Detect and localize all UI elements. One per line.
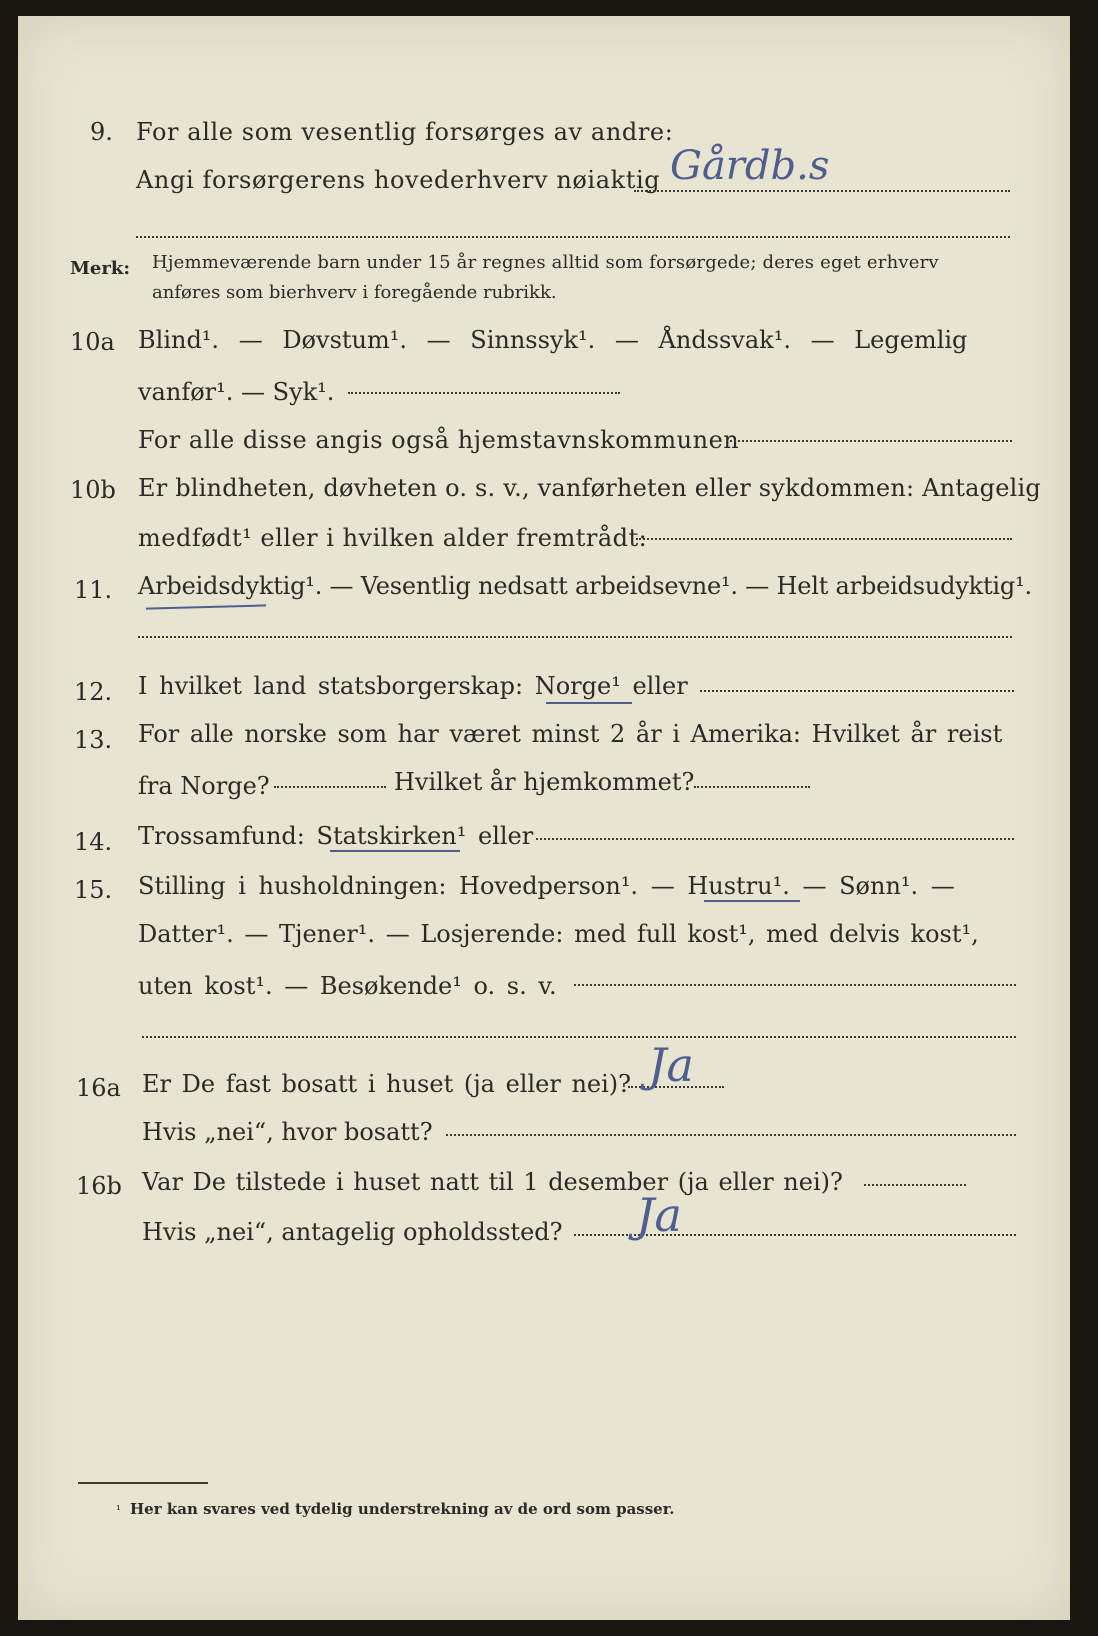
- question-9-line2: Angi forsørgerens hovederhverv nøiaktig: [136, 166, 661, 194]
- question-13-year-returned-fill: [694, 786, 810, 788]
- footnote-mark: ¹: [116, 1503, 121, 1517]
- question-16a-number: 16a: [76, 1074, 121, 1102]
- question-16a-line2: Hvis „nei“, hvor bosatt?: [142, 1118, 433, 1146]
- question-10a-line1: Blind¹. — Døvstum¹. — Sinnssyk¹. — Åndssvak¹. — Legemlig: [138, 326, 968, 354]
- question-16a-handwritten-answer: Ja: [648, 1038, 694, 1092]
- question-14-line1: Trossamfund: Statskirken¹ eller: [138, 822, 534, 850]
- question-13-line1: For alle norske som har været minst 2 år i Amerika: Hvilket år reist: [138, 720, 1003, 748]
- question-16a-line2-fill: [446, 1134, 1016, 1136]
- footnote-text: Her kan svares ved tydelig understrekning av de ord som passer.: [130, 1500, 675, 1518]
- question-15-underline-mark: [704, 900, 800, 902]
- question-15-line1: Stilling i husholdningen: Hovedperson¹. — Hustru¹. — Sønn¹. —: [138, 872, 955, 900]
- question-13-line2a: fra Norge?: [138, 772, 270, 800]
- question-12-line1: I hvilket land statsborgerskap: Norge¹ eller: [138, 672, 688, 700]
- note-label: Merk:: [70, 258, 130, 279]
- question-15-line3: uten kost¹. — Besøkende¹ o. s. v.: [138, 972, 557, 1000]
- note-line1: Hjemmeværende barn under 15 år regnes alltid som forsørgede; deres eget erhverv: [152, 252, 939, 273]
- question-15-line3-fill: [574, 984, 1016, 986]
- question-11-number: 11.: [74, 576, 113, 604]
- question-10b-number: 10b: [70, 476, 116, 504]
- question-12-fill: [700, 690, 1014, 692]
- census-form-page: [18, 16, 1070, 1620]
- question-14-fill: [536, 838, 1014, 840]
- question-10a-number: 10a: [70, 328, 115, 356]
- question-12-underline-mark: [546, 702, 632, 704]
- question-9-handwritten-answer: Gårdb.s: [670, 143, 830, 189]
- question-14-underline-mark: [330, 850, 460, 852]
- question-15-number: 15.: [74, 876, 113, 904]
- question-11-extra-line: [138, 636, 1012, 638]
- question-10b-line1: Er blindheten, døvheten o. s. v., vanførheten eller sykdommen: Antagelig: [138, 474, 1041, 502]
- question-16b-number: 16b: [76, 1172, 122, 1200]
- question-10a-line3: For alle disse angis også hjemstavnskommunen: [138, 426, 740, 454]
- question-10a-line3-fill: [730, 440, 1012, 442]
- question-13-year-left-fill: [274, 786, 386, 788]
- question-9-answer-line: [634, 190, 1010, 192]
- question-12-number: 12.: [74, 678, 113, 706]
- question-13-number: 13.: [74, 726, 113, 754]
- footnote-rule: [78, 1482, 208, 1484]
- question-10a-line2-fill: [348, 392, 620, 394]
- question-9-extra-line: [136, 236, 1010, 238]
- question-11-underline-mark: [146, 604, 266, 609]
- question-9-line1: For alle som vesentlig forsørges av andre:: [136, 118, 674, 146]
- question-16b-handwritten-answer: Ja: [636, 1188, 682, 1242]
- question-15-extra-line: [142, 1036, 1016, 1038]
- question-9-number: 9.: [90, 118, 113, 146]
- question-16a-line1: Er De fast bosatt i huset (ja eller nei)?: [142, 1070, 632, 1098]
- question-10b-line2-fill: [636, 538, 1012, 540]
- question-10b-line2: medfødt¹ eller i hvilken alder fremtrådt:: [138, 524, 648, 552]
- question-16b-line2: Hvis „nei“, antagelig opholdssted?: [142, 1218, 563, 1246]
- question-15-line2: Datter¹. — Tjener¹. — Losjerende: med full kost¹, med delvis kost¹,: [138, 920, 979, 948]
- question-14-number: 14.: [74, 828, 113, 856]
- question-10a-line2: vanfør¹. — Syk¹.: [138, 378, 335, 406]
- question-11-line1: Arbeidsdyktig¹. — Vesentlig nedsatt arbeidsevne¹. — Helt arbeidsudyktig¹.: [138, 572, 1032, 600]
- note-line2: anføres som bierhverv i foregående rubrikk.: [152, 282, 557, 303]
- question-16b-line1-fill: [864, 1184, 966, 1186]
- question-16b-line1: Var De tilstede i huset natt til 1 desember (ja eller nei)?: [142, 1168, 843, 1196]
- question-13-line2b: Hvilket år hjemkommet?: [394, 768, 695, 796]
